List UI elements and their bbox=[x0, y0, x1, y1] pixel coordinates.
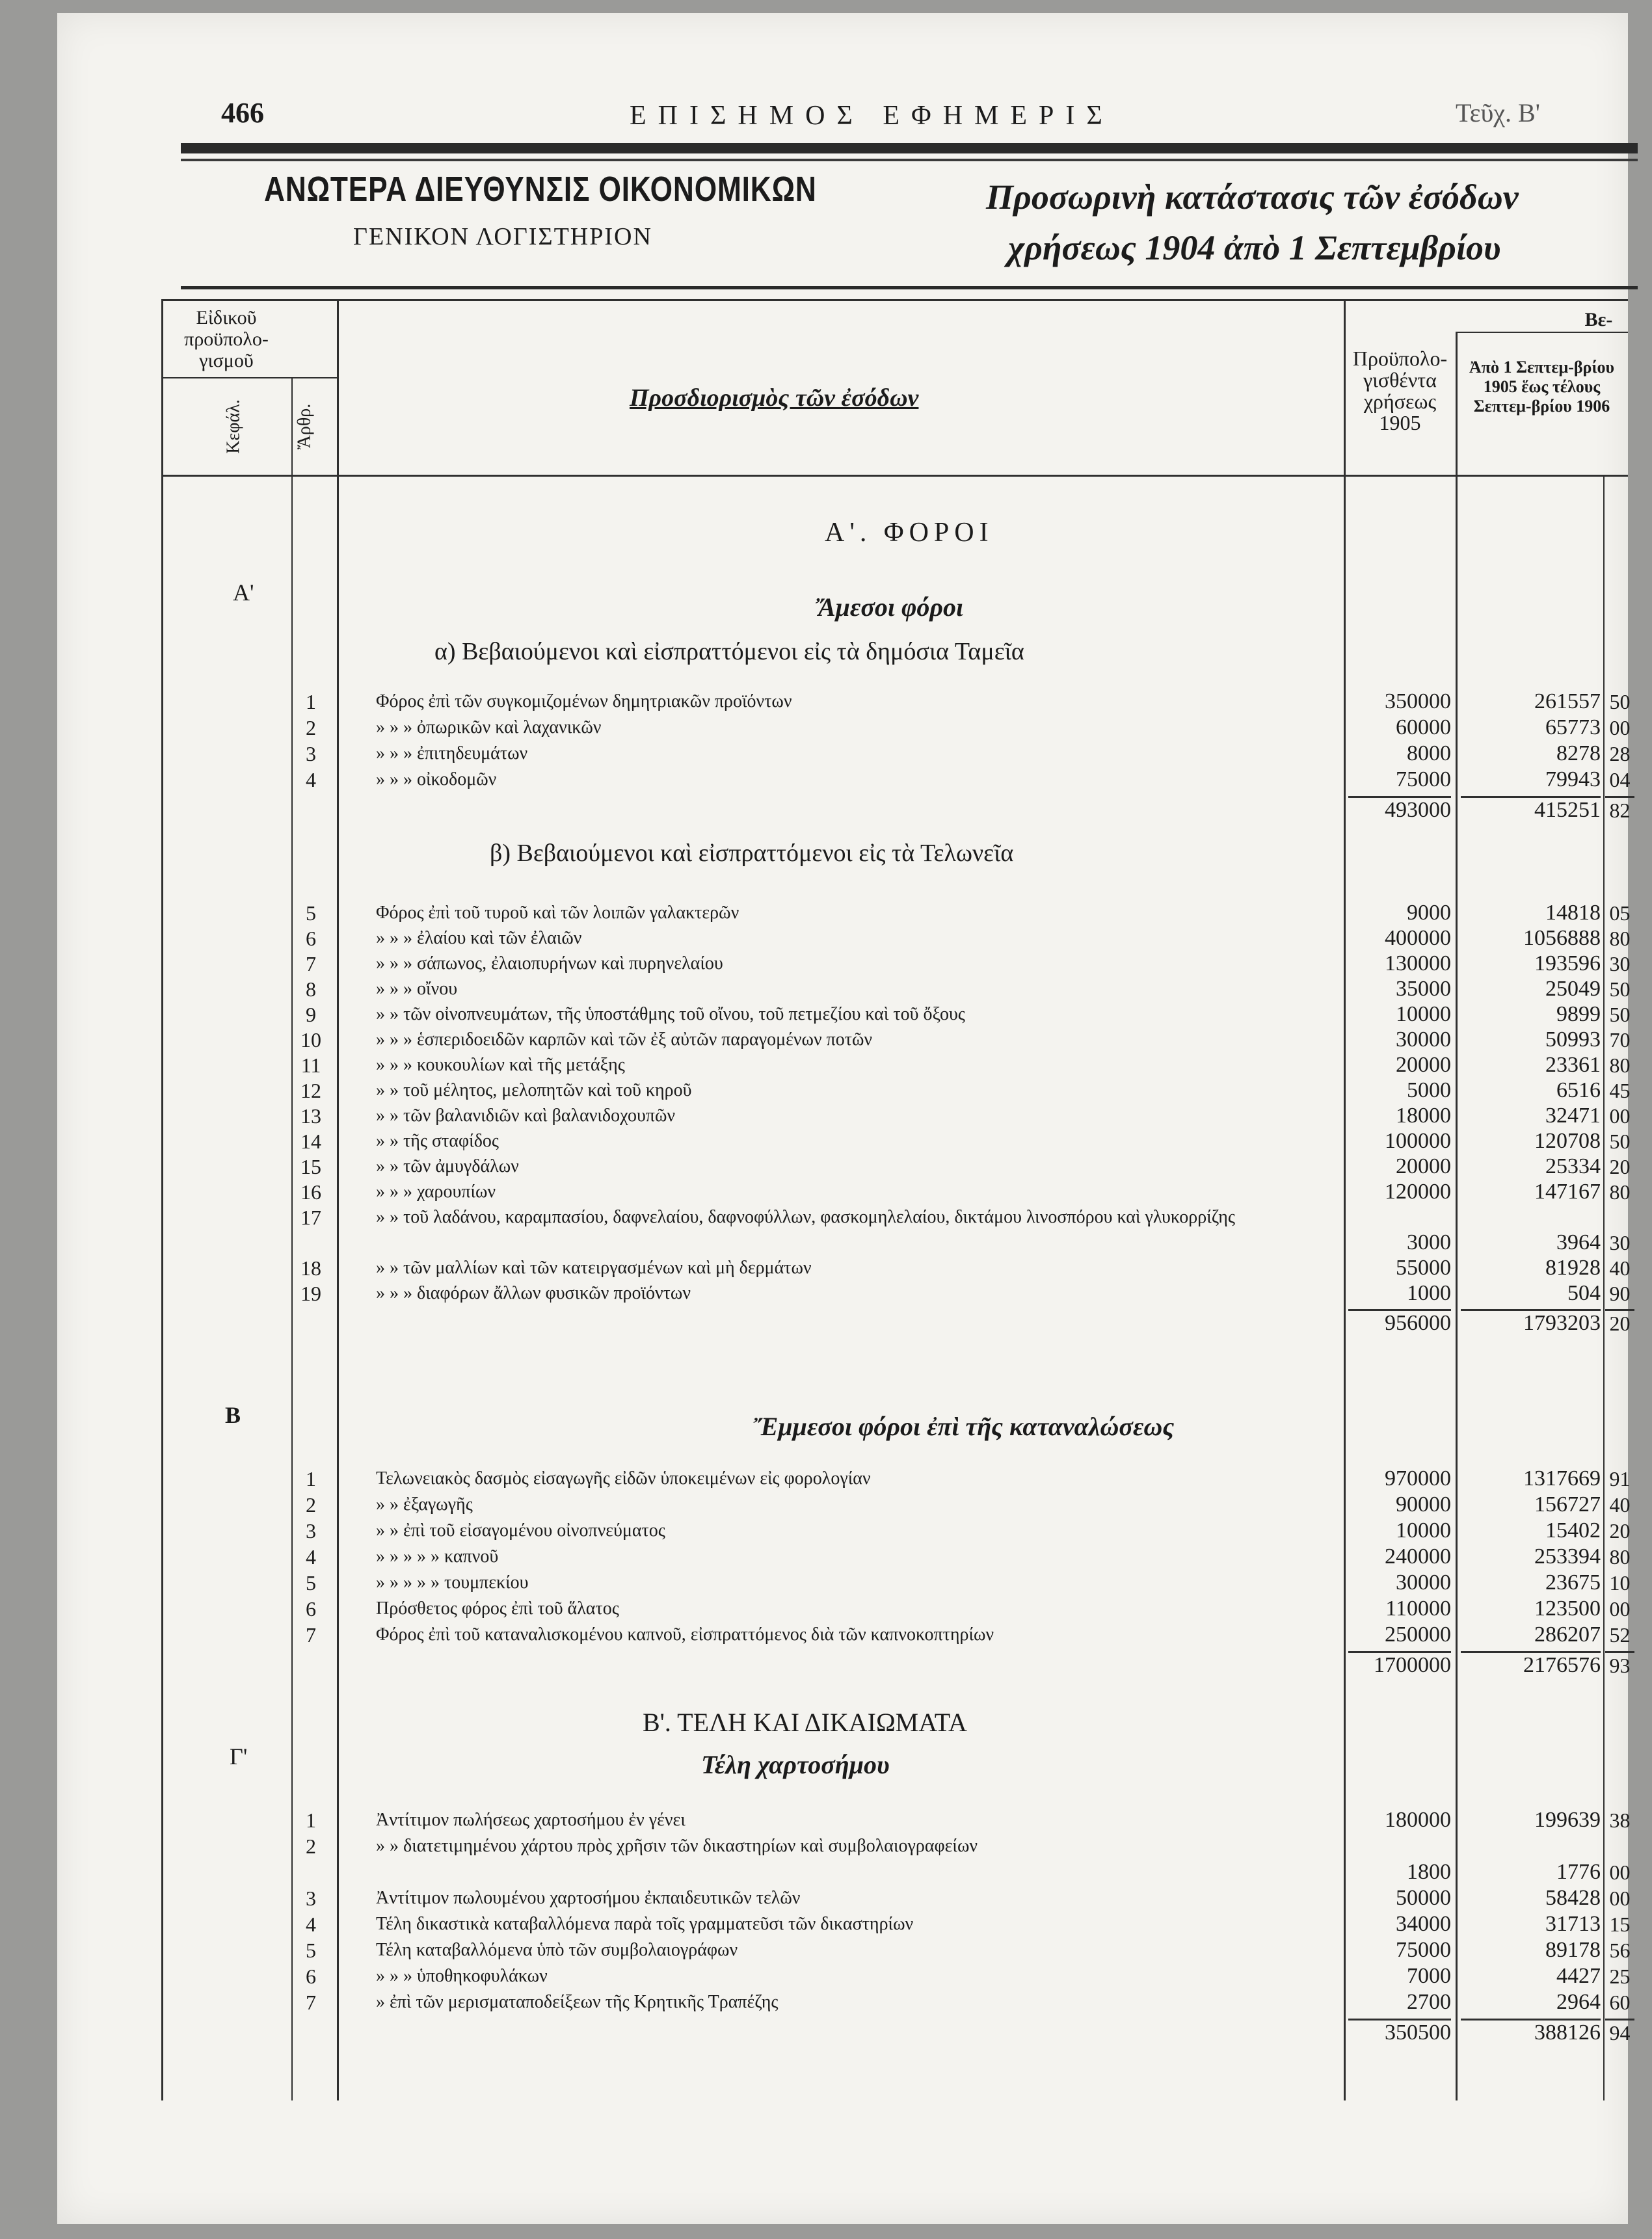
received-lepta: 80 bbox=[1609, 1053, 1631, 1077]
article-number: 3 bbox=[306, 742, 316, 765]
budgeted-amount: 20000 bbox=[1396, 1053, 1451, 1077]
received-amount: 4427 bbox=[1556, 1964, 1601, 1988]
received-lepta: 05 bbox=[1609, 901, 1631, 925]
article-number: 2 bbox=[306, 1493, 316, 1517]
table-row bbox=[57, 1466, 1631, 1492]
received-lepta: 10 bbox=[1609, 1571, 1631, 1595]
article-number: 16 bbox=[300, 1180, 321, 1204]
received-lepta: 00 bbox=[1609, 1861, 1631, 1884]
received-amount: 23361 bbox=[1545, 1053, 1601, 1077]
received-amount: 79943 bbox=[1545, 767, 1601, 791]
received-lepta: 15 bbox=[1609, 1913, 1631, 1936]
budgeted-amount: 350000 bbox=[1385, 689, 1451, 713]
table-row bbox=[57, 1518, 1631, 1544]
budgeted-amount: 34000 bbox=[1396, 1912, 1451, 1936]
table-row bbox=[57, 1570, 1631, 1596]
budgeted-amount: 7000 bbox=[1407, 1964, 1451, 1988]
entry-description: » » τῶν μαλλίων καὶ τῶν κατειργασμένων καὶ μὴ δερμάτων bbox=[376, 1258, 812, 1278]
section-indirect-taxes: Ἔμμεσοι φόροι ἐπὶ τῆς καταναλώσεως bbox=[753, 1412, 1175, 1441]
received-amount: 199639 bbox=[1534, 1808, 1601, 1832]
budgeted-amount: 100000 bbox=[1385, 1129, 1451, 1153]
entry-description: Φόρος ἐπὶ τοῦ τυροῦ καὶ τῶν λοιπῶν γαλακτερῶν bbox=[376, 903, 739, 923]
entry-description: Φόρος ἐπὶ τῶν συγκομιζομένων δημητριακῶν προϊόντων bbox=[376, 691, 792, 711]
chapter-label-b: Β bbox=[225, 1402, 241, 1428]
article-number: 2 bbox=[306, 1835, 316, 1858]
article-number: 7 bbox=[306, 952, 316, 975]
table-row bbox=[57, 1990, 1631, 2016]
budgeted-amount: 10000 bbox=[1396, 1518, 1451, 1543]
table-row bbox=[57, 1938, 1631, 1964]
subtotal-row bbox=[57, 1651, 1631, 1677]
article-number: 4 bbox=[306, 1545, 316, 1569]
article-number: 5 bbox=[306, 901, 316, 925]
table-row bbox=[57, 1544, 1631, 1570]
budgeted-amount: 35000 bbox=[1396, 977, 1451, 1001]
subtotal-received: 415251 bbox=[1461, 796, 1601, 823]
received-lepta: 25 bbox=[1609, 1965, 1631, 1988]
article-number: 12 bbox=[300, 1079, 321, 1102]
budgeted-amount: 55000 bbox=[1396, 1256, 1451, 1280]
issue-label: Τεῦχ. Β' bbox=[1456, 98, 1540, 127]
received-header: Ἀπὸ 1 Σεπτεμ-βρίου 1905 ἕως τέλους Σεπτεμ-βρίου 1906 bbox=[1469, 358, 1615, 416]
budgeted-amount: 2700 bbox=[1407, 1990, 1451, 2014]
table-row bbox=[57, 1623, 1631, 1649]
received-lepta: 90 bbox=[1609, 1282, 1631, 1305]
received-lepta: 00 bbox=[1609, 1887, 1631, 1910]
table-row bbox=[57, 1256, 1631, 1281]
budgeted-amount: 1000 bbox=[1407, 1281, 1451, 1305]
received-amount: 9899 bbox=[1556, 1002, 1601, 1026]
received-lepta: 50 bbox=[1609, 977, 1631, 1001]
table-row bbox=[57, 1027, 1631, 1053]
received-lepta: 30 bbox=[1609, 952, 1631, 975]
budgeted-amount: 10000 bbox=[1396, 1002, 1451, 1026]
special-budget-header: Εἰδικοῦ προϋπολο-γισμοῦ bbox=[184, 307, 269, 371]
entry-description: » » » ἐλαίου καὶ τῶν ἐλαιῶν bbox=[376, 928, 582, 948]
entry-description: » » » ἑσπεριδοειδῶν καρπῶν καὶ τῶν ἐξ αὐτῶν παραγομένων ποτῶν bbox=[376, 1029, 873, 1050]
table-row bbox=[57, 689, 1631, 715]
article-number: 9 bbox=[306, 1003, 316, 1026]
received-amount: 286207 bbox=[1534, 1623, 1601, 1647]
received-lepta: 00 bbox=[1609, 1597, 1631, 1621]
budgeted-amount: 400000 bbox=[1385, 926, 1451, 950]
budgeted-amount: 18000 bbox=[1396, 1104, 1451, 1128]
entry-description: » » » σάπωνος, ἐλαιοπυρήνων καὶ πυρηνελαίου bbox=[376, 953, 723, 974]
entry-description: Τέλη δικαστικὰ καταβαλλόμενα παρὰ τοῖς γραμματεῦσι τῶν δικαστηρίων bbox=[376, 1914, 914, 1934]
table-row bbox=[57, 1912, 1631, 1938]
entry-description: » » » » » καπνοῦ bbox=[376, 1546, 499, 1567]
received-lepta: 50 bbox=[1609, 690, 1631, 713]
budgeted-amount: 30000 bbox=[1396, 1027, 1451, 1052]
entry-description: Φόρος ἐπὶ τοῦ καταναλισκομένου καπνοῦ, εἰσπραττόμενος διὰ τῶν καπνοκοπτηρίων bbox=[376, 1624, 994, 1645]
article-number: 10 bbox=[300, 1028, 321, 1052]
article-header: Ἄρθρ. bbox=[294, 403, 315, 450]
received-lepta: 20 bbox=[1609, 1519, 1631, 1543]
received-lepta: 30 bbox=[1609, 1231, 1631, 1254]
entry-description: Τελωνειακὸς δασμὸς εἰσαγωγῆς εἰδῶν ὑποκειμένων εἰς φορολογίαν bbox=[376, 1468, 871, 1489]
header-rule bbox=[181, 143, 1638, 153]
received-lepta: 80 bbox=[1609, 1545, 1631, 1569]
table-row bbox=[57, 901, 1631, 926]
budgeted-amount: 1800 bbox=[1407, 1860, 1451, 1884]
received-amount: 31713 bbox=[1545, 1912, 1601, 1936]
budgeted-amount: 9000 bbox=[1407, 901, 1451, 925]
received-amount: 147167 bbox=[1534, 1180, 1601, 1204]
article-number: 6 bbox=[306, 1597, 316, 1621]
table-top-border bbox=[161, 299, 1628, 301]
budgeted-amount: 50000 bbox=[1396, 1886, 1451, 1910]
entry-description: » » διατετιμημένου χάρτου πρὸς χρῆσιν τῶν δικαστηρίων καὶ συμβολαιογραφείων bbox=[376, 1836, 978, 1856]
subtotal-lepta: 20 bbox=[1605, 1309, 1634, 1336]
special-budget-divider bbox=[161, 377, 337, 378]
table-row bbox=[57, 715, 1631, 741]
article-number: 17 bbox=[300, 1206, 321, 1229]
received-amount: 50993 bbox=[1545, 1027, 1601, 1052]
subtotal-row bbox=[57, 2019, 1631, 2045]
article-number: 14 bbox=[300, 1130, 321, 1153]
received-amount: 253394 bbox=[1534, 1544, 1601, 1569]
subtotal-budget: 493000 bbox=[1348, 796, 1451, 823]
received-amount: 123500 bbox=[1534, 1596, 1601, 1621]
budgeted-amount: 250000 bbox=[1385, 1623, 1451, 1647]
article-number: 3 bbox=[306, 1519, 316, 1543]
budgeted-amount: 75000 bbox=[1396, 767, 1451, 791]
entry-description: » » τῆς σταφίδος bbox=[376, 1131, 499, 1151]
entry-description: » » » χαρουπίων bbox=[376, 1182, 496, 1202]
table-row bbox=[57, 1053, 1631, 1078]
received-lepta: 40 bbox=[1609, 1256, 1631, 1280]
subtotal-row bbox=[57, 796, 1631, 822]
table-row bbox=[57, 767, 1631, 793]
entry-description: » » ἐξαγωγῆς bbox=[376, 1494, 473, 1515]
table-row bbox=[57, 1104, 1631, 1129]
subtotal-lepta: 94 bbox=[1605, 2019, 1634, 2045]
table-row bbox=[57, 1078, 1631, 1104]
entry-description: » » » ὀπωρικῶν καὶ λαχανικῶν bbox=[376, 717, 602, 737]
subtotal-budget: 1700000 bbox=[1348, 1651, 1451, 1678]
received-amount: 1776 bbox=[1556, 1860, 1601, 1884]
table-row bbox=[57, 1886, 1631, 1912]
table-header-bottom bbox=[161, 475, 1628, 477]
ve-header: Βε- bbox=[1584, 309, 1613, 330]
title-rule bbox=[181, 286, 1638, 289]
received-lepta: 91 bbox=[1609, 1467, 1631, 1490]
budgeted-amount: 5000 bbox=[1407, 1078, 1451, 1102]
entry-description: » » » διαφόρων ἄλλων φυσικῶν προϊόντων bbox=[376, 1283, 691, 1303]
description-header: Προσδιορισμὸς τῶν ἐσόδων bbox=[630, 384, 919, 412]
budgeted-amount: 30000 bbox=[1396, 1570, 1451, 1595]
received-lepta: 00 bbox=[1609, 716, 1631, 739]
entry-description: » » » » » τουμπεκίου bbox=[376, 1572, 529, 1593]
subtotal-lepta: 93 bbox=[1605, 1651, 1634, 1678]
received-amount: 23675 bbox=[1545, 1570, 1601, 1595]
entry-description: » » τῶν ἀμυγδάλων bbox=[376, 1156, 519, 1176]
section-direct-a: α) Βεβαιούμενοι καὶ εἰσπραττόμενοι εἰς τὰ δημόσια Ταμεῖα bbox=[434, 638, 1024, 665]
received-lepta: 60 bbox=[1609, 1991, 1631, 2014]
article-number: 7 bbox=[306, 1991, 316, 2014]
article-number: 19 bbox=[300, 1282, 321, 1305]
subtotal-budget: 956000 bbox=[1348, 1309, 1451, 1336]
table-row bbox=[57, 951, 1631, 977]
received-amount: 156727 bbox=[1534, 1492, 1601, 1517]
table-row bbox=[57, 1492, 1631, 1518]
budgeted-amount: 180000 bbox=[1385, 1808, 1451, 1832]
article-number: 7 bbox=[306, 1623, 316, 1647]
entry-description: » » » ἐπιτηδευμάτων bbox=[376, 743, 528, 763]
table-row bbox=[57, 977, 1631, 1002]
received-lepta: 00 bbox=[1609, 1104, 1631, 1128]
entry-description: » » τῶν βαλανιδιῶν καὶ βαλανιδοχουπῶν bbox=[376, 1106, 676, 1126]
received-lepta: 80 bbox=[1609, 927, 1631, 950]
received-amount: 193596 bbox=[1534, 951, 1601, 975]
received-lepta: 04 bbox=[1609, 768, 1631, 791]
received-lepta: 50 bbox=[1609, 1130, 1631, 1153]
received-amount: 15402 bbox=[1545, 1518, 1601, 1543]
chapter-label-a: Α' bbox=[233, 579, 254, 605]
entry-description: Τέλη καταβαλλόμενα ὑπὸ τῶν συμβολαιογράφων bbox=[376, 1940, 738, 1960]
received-amount: 81928 bbox=[1545, 1256, 1601, 1280]
received-lepta: 70 bbox=[1609, 1028, 1631, 1052]
received-lepta: 28 bbox=[1609, 742, 1631, 765]
section-direct-taxes: Ἄμεσοι φόροι bbox=[818, 592, 964, 622]
section-stamp-fees: Τέλη χαρτοσήμου bbox=[701, 1750, 890, 1779]
budgeted-amount: 240000 bbox=[1385, 1544, 1451, 1569]
article-number: 15 bbox=[300, 1155, 321, 1178]
received-amount: 8278 bbox=[1556, 741, 1601, 765]
department-title: ΑΝΩΤΕΡΑ ΔΙΕΥΘΥΝΣΙΣ ΟΙΚΟΝΟΜΙΚΩΝ bbox=[264, 170, 817, 209]
chapter-header: Κεφάλ. bbox=[223, 399, 244, 454]
received-amount: 25049 bbox=[1545, 977, 1601, 1001]
entry-description: » » τῶν οἰνοπνευμάτων, τῆς ὑποστάθμης τοῦ οἴνου, τοῦ πετμεζίου καὶ τοῦ ὄξους bbox=[376, 1004, 965, 1024]
budgeted-amount: 110000 bbox=[1385, 1596, 1451, 1621]
article-number: 4 bbox=[306, 768, 316, 791]
received-lepta: 38 bbox=[1609, 1808, 1631, 1832]
entry-description: Ἀντίτιμον πωλήσεως χαρτοσήμου ἐν γένει bbox=[376, 1810, 686, 1830]
article-number: 1 bbox=[306, 690, 316, 713]
page-number: 466 bbox=[221, 97, 264, 129]
table-row bbox=[57, 1964, 1631, 1990]
budget-header: Προϋπολο-γισθέντα χρήσεως 1905 bbox=[1352, 347, 1448, 434]
subtotal-received: 388126 bbox=[1461, 2019, 1601, 2045]
section-taxes: Α'. ΦΟΡΟΙ bbox=[825, 518, 994, 548]
received-lepta: 56 bbox=[1609, 1939, 1631, 1962]
table-row bbox=[57, 1808, 1631, 1834]
subtotal-budget: 350500 bbox=[1348, 2019, 1451, 2045]
article-number: 6 bbox=[306, 927, 316, 950]
subtotal-lepta: 82 bbox=[1605, 796, 1634, 823]
received-lepta: 40 bbox=[1609, 1493, 1631, 1517]
received-amount: 120708 bbox=[1534, 1129, 1601, 1153]
table-row bbox=[57, 1154, 1631, 1180]
subtotal-received: 1793203 bbox=[1461, 1309, 1601, 1336]
received-amount: 504 bbox=[1567, 1281, 1601, 1305]
document-title-line1: Προσωρινὴ κατάστασις τῶν ἐσόδων bbox=[986, 178, 1519, 217]
table-row bbox=[57, 1281, 1631, 1306]
chapter-label-c: Γ' bbox=[230, 1743, 248, 1769]
received-amount: 6516 bbox=[1556, 1078, 1601, 1102]
header-rule-thin bbox=[181, 159, 1638, 161]
article-number: 3 bbox=[306, 1887, 316, 1910]
entry-description: Ἀντίτιμον πωλουμένου χαρτοσήμου ἐκπαιδευτικῶν τελῶν bbox=[376, 1888, 801, 1908]
article-number: 6 bbox=[306, 1965, 316, 1988]
article-number: 1 bbox=[306, 1808, 316, 1832]
received-amount: 25334 bbox=[1545, 1154, 1601, 1178]
table-row bbox=[57, 1129, 1631, 1154]
table-row bbox=[57, 926, 1631, 951]
table-row bbox=[57, 1180, 1631, 1205]
article-number: 4 bbox=[306, 1913, 316, 1936]
table-row bbox=[57, 1205, 1631, 1256]
entry-description: » ἐπὶ τῶν μερισματαποδείξεων τῆς Κρητικῆς Τραπέζης bbox=[376, 1992, 779, 2012]
received-amount: 3964 bbox=[1556, 1230, 1601, 1254]
subtotal-received: 2176576 bbox=[1461, 1651, 1601, 1678]
received-lepta: 80 bbox=[1609, 1180, 1631, 1204]
article-number: 18 bbox=[300, 1256, 321, 1280]
budgeted-amount: 120000 bbox=[1385, 1180, 1451, 1204]
entry-description: Πρόσθετος φόρος ἐπὶ τοῦ ἅλατος bbox=[376, 1598, 619, 1619]
received-amount: 261557 bbox=[1534, 689, 1601, 713]
budgeted-amount: 75000 bbox=[1396, 1938, 1451, 1962]
article-number: 13 bbox=[300, 1104, 321, 1128]
received-lepta: 52 bbox=[1609, 1623, 1631, 1647]
budgeted-amount: 90000 bbox=[1396, 1492, 1451, 1517]
received-amount: 65773 bbox=[1545, 715, 1601, 739]
budgeted-amount: 20000 bbox=[1396, 1154, 1451, 1178]
received-lepta: 50 bbox=[1609, 1003, 1631, 1026]
entry-description: » » » οἰκοδομῶν bbox=[376, 769, 497, 789]
article-number: 11 bbox=[300, 1053, 321, 1077]
section-fees: Β'. ΤΕΛΗ ΚΑΙ ΔΙΚΑΙΩΜΑΤΑ bbox=[643, 1708, 967, 1737]
article-number: 5 bbox=[306, 1939, 316, 1962]
received-amount: 89178 bbox=[1545, 1938, 1601, 1962]
received-amount: 2964 bbox=[1556, 1990, 1601, 2014]
received-lepta: 20 bbox=[1609, 1155, 1631, 1178]
gazette-title: ΕΠΙΣΗΜΟΣ ΕΦΗΜΕΡΙΣ bbox=[630, 101, 1114, 131]
article-number: 5 bbox=[306, 1571, 316, 1595]
received-amount: 58428 bbox=[1545, 1886, 1601, 1910]
budgeted-amount: 60000 bbox=[1396, 715, 1451, 739]
article-number: 1 bbox=[306, 1467, 316, 1490]
budgeted-amount: 8000 bbox=[1407, 741, 1451, 765]
received-amount: 32471 bbox=[1545, 1104, 1601, 1128]
budgeted-amount: 3000 bbox=[1407, 1230, 1451, 1254]
entry-description: » » τοῦ λαδάνου, καραμπασίου, δαφνελαίου, δαφνοφύλλων, φασκομηλελαίου, δικτάμου λινοσπόρου καὶ γλυκορρίζης bbox=[376, 1207, 1236, 1227]
table-row bbox=[57, 1834, 1631, 1886]
article-number: 8 bbox=[306, 977, 316, 1001]
document-title-line2: χρήσεως 1904 ἀπὸ 1 Σεπτεμβρίου bbox=[1008, 228, 1501, 267]
article-number: 2 bbox=[306, 716, 316, 739]
received-amount: 14818 bbox=[1545, 901, 1601, 925]
budgeted-amount: 970000 bbox=[1385, 1466, 1451, 1490]
gazette-page bbox=[57, 13, 1631, 2224]
table-row bbox=[57, 1596, 1631, 1623]
entry-description: » » ἐπὶ τοῦ εἰσαγομένου οἰνοπνεύματος bbox=[376, 1520, 665, 1541]
entry-description: » » τοῦ μέλητος, μελοπητῶν καὶ τοῦ κηροῦ bbox=[376, 1080, 692, 1100]
entry-description: » » » κουκουλίων καὶ τῆς μετάξης bbox=[376, 1055, 625, 1075]
entry-description: » » » οἴνου bbox=[376, 979, 458, 999]
received-amount: 1056888 bbox=[1523, 926, 1601, 950]
entry-description: » » » ὑποθηκοφυλάκων bbox=[376, 1966, 548, 1986]
table-row bbox=[57, 1002, 1631, 1027]
subdepartment-title: ΓΕΝΙΚΟΝ ΛΟΓΙΣΤΗΡΙΟΝ bbox=[353, 223, 652, 250]
section-direct-b: β) Βεβαιούμενοι καὶ εἰσπραττόμενοι εἰς τὰ Τελωνεῖα bbox=[490, 840, 1014, 867]
subtotal-row bbox=[57, 1309, 1631, 1335]
received-lepta: 45 bbox=[1609, 1079, 1631, 1102]
ve-divider bbox=[1456, 332, 1628, 333]
budgeted-amount: 130000 bbox=[1385, 951, 1451, 975]
received-amount: 1317669 bbox=[1523, 1466, 1601, 1490]
table-row bbox=[57, 741, 1631, 767]
